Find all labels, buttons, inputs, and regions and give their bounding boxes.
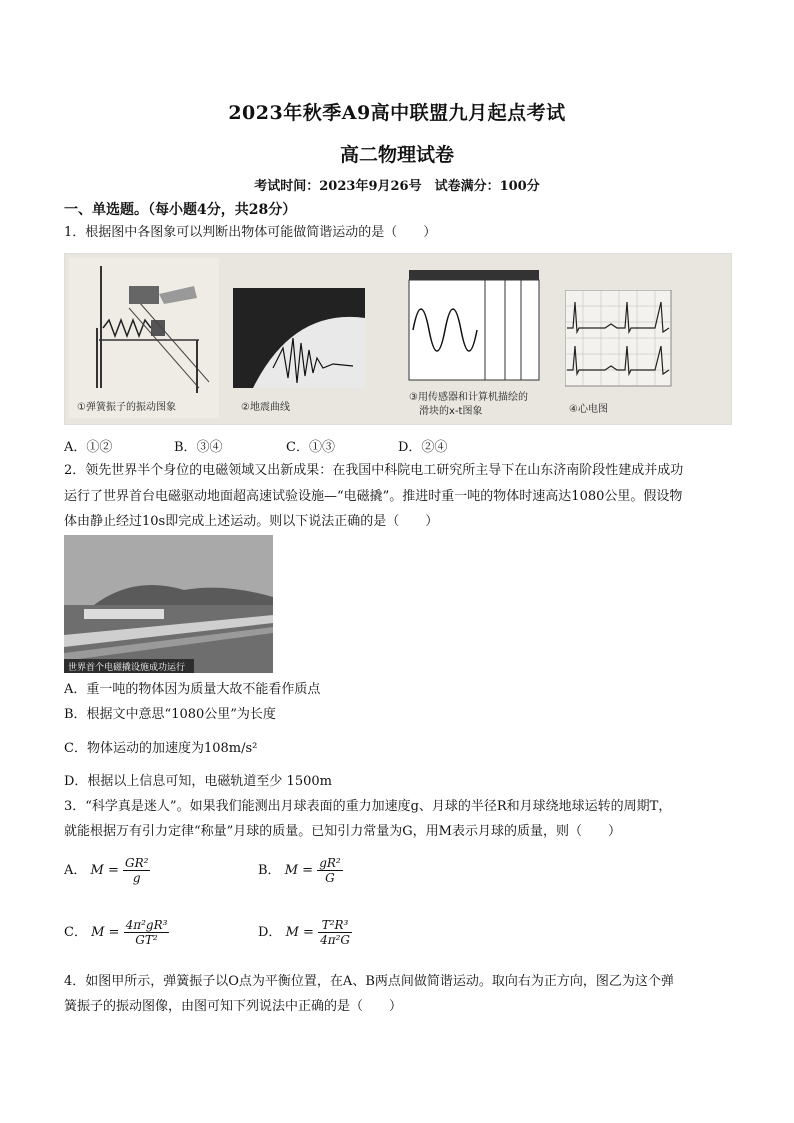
q1-option-b[interactable]: B．③④ (174, 440, 223, 455)
spring-oscillator-figure (69, 258, 219, 418)
q3-option-b[interactable] (258, 856, 343, 885)
maglev-caption: 世界首个电磁撬设施成功运行 (68, 663, 186, 673)
maglev-photo-drawing (64, 535, 273, 673)
q3-option-c-label: C． (64, 925, 87, 940)
exam-title: 2023年秋季A9高中联盟九月起点考试 (228, 102, 566, 124)
q1-option-c[interactable]: C．①③ (286, 440, 335, 455)
sensor-xt-figure (405, 268, 545, 418)
q2-stem-line1: 2．领先世界半个身位的电磁领域又出新成果：在我国中科院电工研究所主导下在山东济南阶段性建成并成功 (64, 463, 684, 478)
q3-option-b-label: B． (258, 863, 281, 878)
exam-subtitle: 高二物理试卷 (339, 144, 454, 166)
q1-caption-1: ①弹簧振子的振动图象 (77, 402, 176, 413)
q3-option-d-formula: $\frac{\text{T²R³}}{\text{4π²G}}$ (320, 918, 350, 947)
q1-caption-4: ④心电图 (569, 404, 608, 415)
q3-option-b-formula: $\frac{\text{gR²}}{G}$ (319, 856, 341, 885)
q4-stem-line2: 簧振子的振动图像，由图可知下列说法中正确的是（ ） (64, 999, 403, 1014)
ecg-figure (565, 290, 675, 420)
q3-stem-line1: 3．“科学真是迷人”。如果我们能测出月球表面的重力加速度g、月球的半径R和月球绕地球运转的周期T， (64, 799, 672, 814)
earthquake-figure (233, 288, 365, 420)
q3-option-c-lhs: M = (91, 925, 120, 940)
q3-option-d-label: D． (258, 925, 282, 940)
q2-stem-line2: 运行了世界首台电磁驱动地面超高速试验设施—“电磁撬”。推进时重一吨的物体时速高达1080公里。假设物 (64, 489, 683, 504)
q3-option-c[interactable] (64, 918, 169, 947)
q3-option-c-formula: $\frac{\text{4π²gR³}}{\text{GT²}}$ (125, 918, 168, 947)
q1-figure (64, 253, 732, 425)
q2-option-d[interactable]: D．根据以上信息可知，电磁轨道至少 1500m (64, 774, 332, 789)
q4-stem-line1: 4．如图甲所示，弹簧振子以O点为平衡位置，在A、B两点间做简谐运动。取向右为正方向，图乙为这个弹 (64, 974, 674, 989)
q3-option-a-lhs: M = (90, 863, 119, 878)
q2-option-a[interactable]: A．重一吨的物体因为质量大故不能看作质点 (64, 682, 321, 697)
section-heading: 一、单选题。（每小题4分，共28分） (64, 202, 297, 218)
q2-option-c[interactable]: C．物体运动的加速度为108m/s² (64, 741, 258, 756)
maglev-photo (64, 535, 273, 673)
q3-option-a-formula: $\frac{\text{GR²}}{g}$ (125, 856, 149, 885)
q1-caption-2: ②地震曲线 (241, 402, 290, 413)
q3-option-b-lhs: M = (284, 863, 314, 878)
exam-info: 考试时间：2023年9月26号 试卷满分：100分 (254, 179, 540, 194)
q3-option-d-lhs: M = (285, 925, 314, 940)
q1-stem: 1．根据图中各图象可以判断出物体可能做简谐运动的是（ ） (64, 225, 437, 240)
q1-caption-3b: 滑块的x-t图象 (419, 406, 483, 417)
q3-option-a[interactable] (64, 856, 150, 885)
q3-option-d[interactable] (258, 918, 352, 947)
q1-option-d[interactable]: D．②④ (398, 440, 448, 455)
q2-stem-line3: 体由静止经过10s即完成上述运动。则以下说法正确的是（ ） (64, 514, 439, 529)
q1-caption-3a: ③用传感器和计算机描绘的 (409, 392, 528, 403)
q3-stem-line2: 就能根据万有引力定律“称量”月球的质量。已知引力常量为G，用M表示月球的质量，则（ ） (64, 824, 621, 839)
q2-option-b[interactable]: B．根据文中意思“1080公里”为长度 (64, 707, 276, 722)
q3-option-a-label: A． (64, 863, 87, 878)
q1-option-a[interactable]: A．①② (64, 440, 113, 455)
